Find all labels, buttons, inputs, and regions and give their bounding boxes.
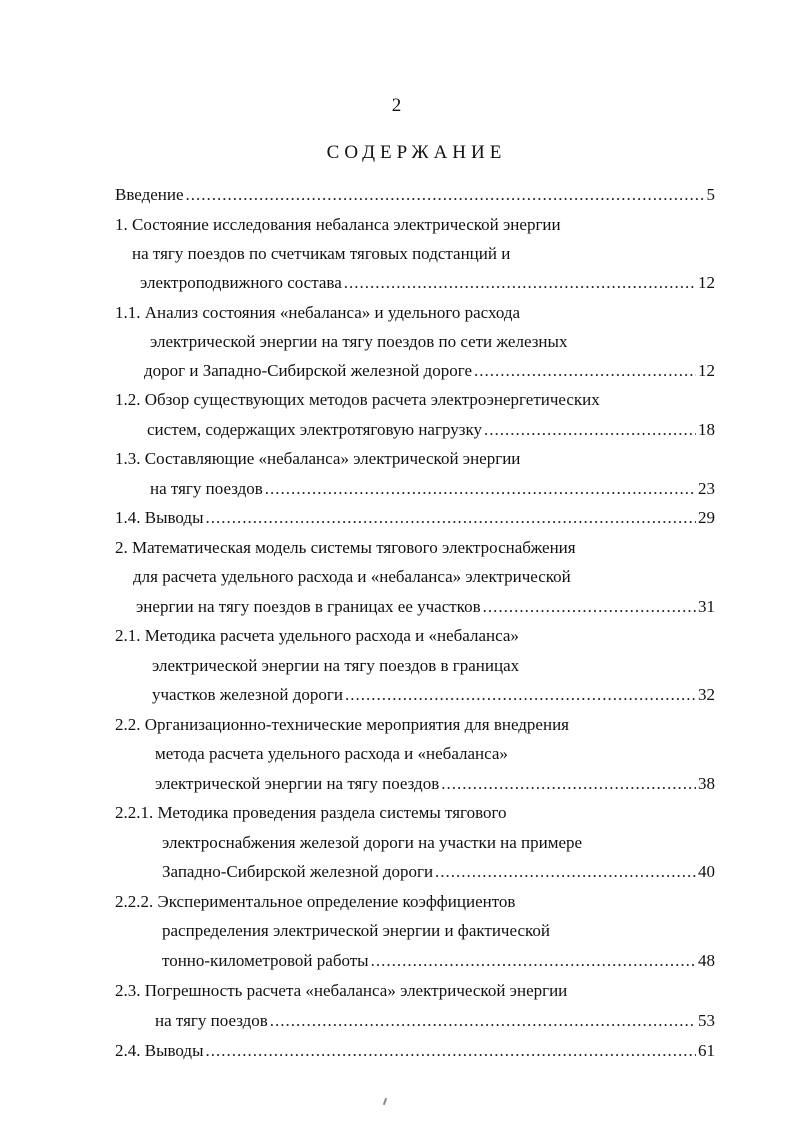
page-number: 2 bbox=[391, 95, 402, 116]
toc-entry-page: 38 bbox=[698, 774, 715, 793]
toc-entry-page: 29 bbox=[698, 508, 715, 527]
toc-entry-title: тонно-километровой работы bbox=[162, 951, 369, 970]
toc-entry-1-3 bbox=[150, 478, 715, 500]
toc-entry-page: 18 bbox=[698, 420, 715, 439]
toc-entry-1-4 bbox=[115, 507, 715, 529]
toc-entry-2-2-1 bbox=[162, 861, 715, 883]
toc-entry-page: 40 bbox=[698, 862, 715, 881]
toc-entry-title: Введение bbox=[115, 185, 184, 204]
toc-entry-2-3 bbox=[155, 1010, 715, 1032]
toc-entry-2 bbox=[136, 596, 715, 618]
toc-entry-title: участков железной дороги bbox=[152, 685, 343, 704]
toc-entry-2-3-line-1: 2.3. Погрешность расчета «небаланса» электрической энергии bbox=[115, 981, 568, 1000]
toc-entry-2-2-1-line-1: 2.2.1. Методика проведения раздела системы тягового bbox=[115, 803, 507, 822]
toc-entry-2-line-2: для расчета удельного расхода и «небаланса» электрической bbox=[133, 567, 571, 586]
toc-entry-1-line-1: 1. Состояние исследования небаланса электрической энергии bbox=[115, 215, 561, 234]
toc-entry-page: 48 bbox=[698, 951, 715, 970]
toc-entry-2-2 bbox=[155, 773, 715, 795]
toc-entry-1-1-line-1: 1.1. Анализ состояния «небаланса» и удельного расхода bbox=[115, 303, 521, 322]
toc-entry-title: дорог и Западно-Сибирской железной дороге bbox=[144, 361, 472, 380]
toc-entry-title: энергии на тягу поездов в границах ее участков bbox=[136, 597, 481, 616]
toc-entry-page: 61 bbox=[698, 1041, 715, 1060]
toc-entry-1-2 bbox=[147, 419, 715, 441]
toc-entry-2-2-line-1: 2.2. Организационно-технические мероприятия для внедрения bbox=[115, 715, 569, 734]
toc-entry-2-line-1: 2. Математическая модель системы тягового электроснабжения bbox=[115, 538, 576, 557]
toc-entry-title: 1.4. Выводы bbox=[115, 508, 204, 527]
toc-entry-title: электрической энергии на тягу поездов bbox=[155, 774, 440, 793]
toc-entry-2-2-line-2: метода расчета удельного расхода и «небаланса» bbox=[155, 744, 508, 763]
toc-entry-1 bbox=[140, 272, 715, 294]
toc-entry-1-3-line-1: 1.3. Составляющие «небаланса» электрической энергии bbox=[115, 449, 521, 468]
toc-entry-title: на тягу поездов bbox=[155, 1011, 268, 1030]
toc-entry-1-2-line-1: 1.2. Обзор существующих методов расчета электроэнергетических bbox=[115, 390, 600, 409]
toc-entry-page: 12 bbox=[698, 273, 715, 292]
toc-entry-2-2-2 bbox=[162, 950, 715, 972]
toc-entry-title: систем, содержащих электротяговую нагрузку bbox=[147, 420, 482, 439]
toc-entry-intro bbox=[115, 184, 715, 206]
toc-entry-title: 2.4. Выводы bbox=[115, 1041, 204, 1060]
toc-entry-page: 53 bbox=[698, 1011, 715, 1030]
toc-entry-1-1-line-2: электрической энергии на тягу поездов по сети железных bbox=[150, 332, 568, 351]
toc-entry-page: 31 bbox=[698, 597, 715, 616]
toc-entry-title: Западно-Сибирской железной дороги bbox=[162, 862, 434, 881]
toc-entry-title: электроподвижного состава bbox=[140, 273, 342, 292]
toc-entry-page: 5 bbox=[706, 185, 715, 204]
page-title: СОДЕРЖАНИЕ bbox=[326, 142, 507, 163]
toc-entry-2-2-1-line-2: электроснабжения железой дороги на участки на примере bbox=[162, 833, 583, 852]
toc-entry-2-4 bbox=[115, 1040, 715, 1062]
toc-entry-page: 23 bbox=[698, 479, 715, 498]
toc-entry-2-2-2-line-2: распределения электрической энергии и фактической bbox=[162, 921, 550, 940]
toc-entry-2-1-line-1: 2.1. Методика расчета удельного расхода и «небаланса» bbox=[115, 626, 519, 645]
toc-entry-1-1 bbox=[144, 360, 715, 382]
toc-entry-page: 12 bbox=[698, 361, 715, 380]
toc-entry-2-1-line-2: электрической энергии на тягу поездов в границах bbox=[152, 656, 520, 675]
toc-entry-2-1 bbox=[152, 684, 715, 706]
toc-entry-title: на тягу поездов bbox=[150, 479, 263, 498]
toc-entry-page: 32 bbox=[698, 685, 715, 704]
toc-entry-2-2-2-line-1: 2.2.2. Экспериментальное определение коэффициентов bbox=[115, 892, 516, 911]
toc-entry-1-line-2: на тягу поездов по счетчикам тяговых подстанций и bbox=[132, 244, 511, 263]
